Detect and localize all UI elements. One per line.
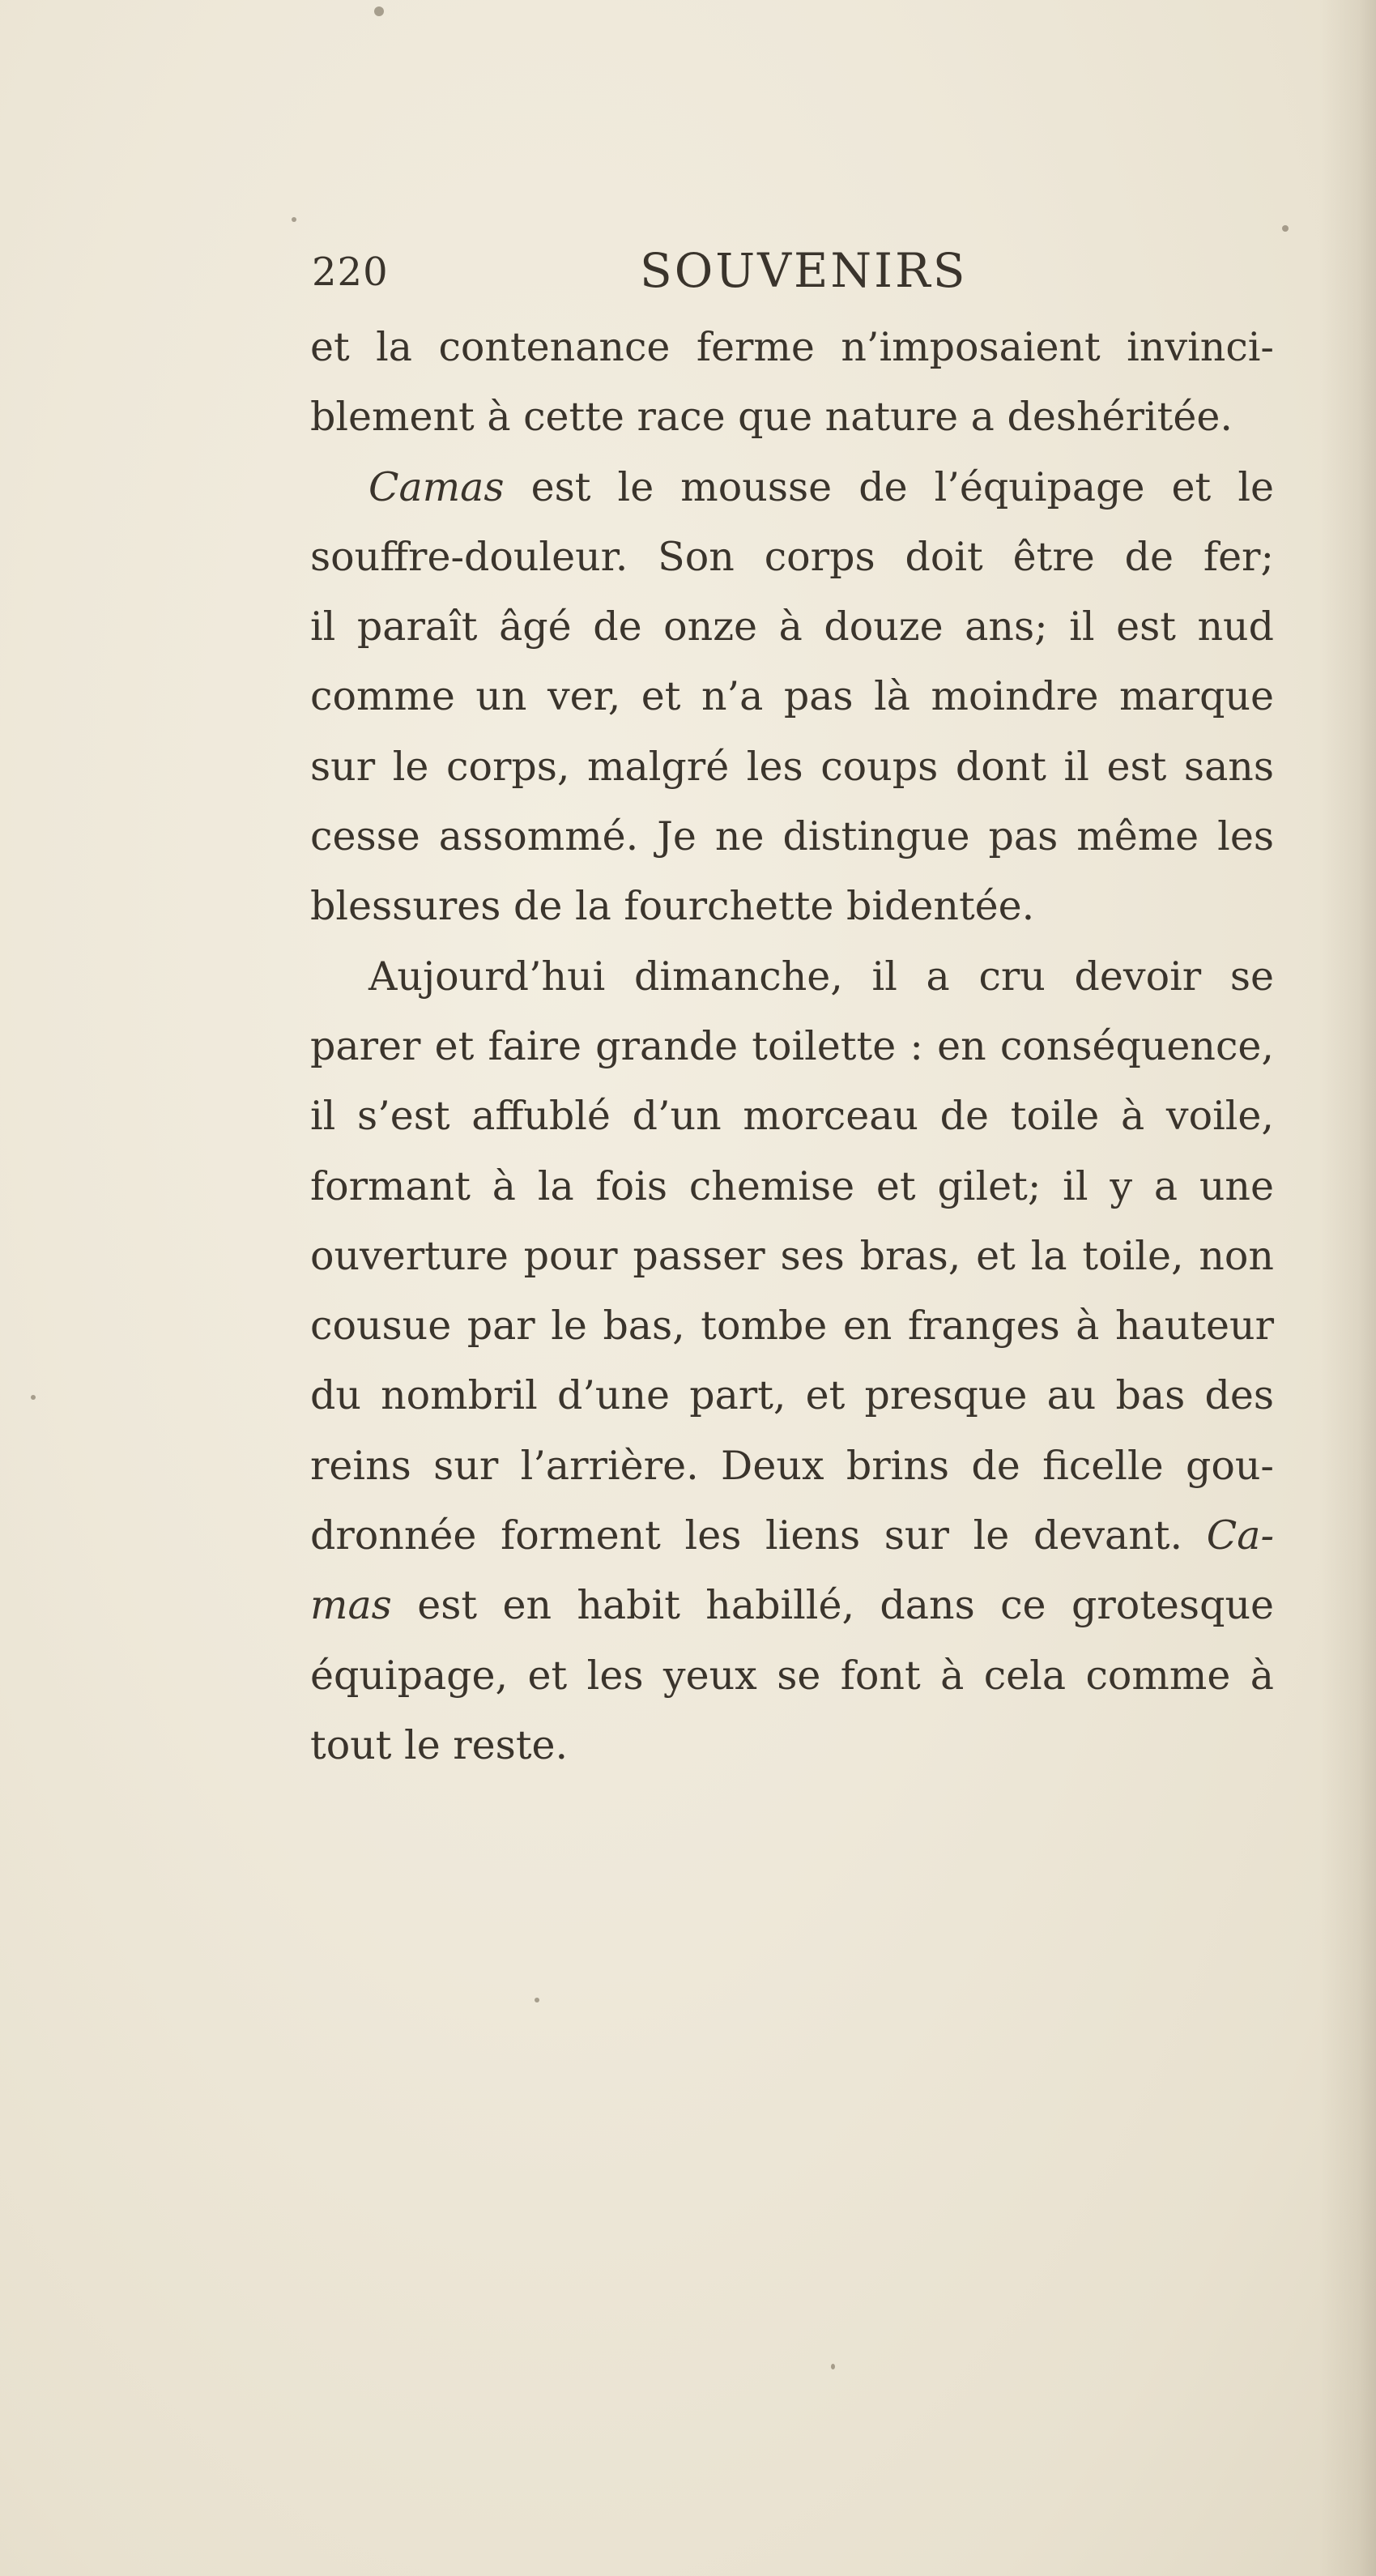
text-line <box>310 382 1274 452</box>
text-line <box>310 662 1274 731</box>
italic-text-segment: Ca- <box>1206 1512 1274 1559</box>
text-segment: dronnée forment les liens sur le devant. <box>310 1512 1207 1559</box>
running-head <box>312 243 1284 316</box>
text-line <box>310 1641 1274 1711</box>
text-line <box>310 872 1274 941</box>
paper-speck <box>831 2364 835 2369</box>
text-segment: il s’est affublé d’un morceau de toile à voile, <box>310 1093 1274 1140</box>
text-line <box>310 1711 1274 1781</box>
text-line <box>310 453 1274 522</box>
text-line <box>310 522 1274 592</box>
text-segment: parer et faire grande toilette : en conséquence, <box>310 1022 1274 1069</box>
text-line <box>310 1361 1274 1431</box>
text-line <box>310 1291 1274 1361</box>
text-segment: Aujourd’hui dimanche, il a cru devoir se <box>368 953 1274 1000</box>
text-segment: blessures de la fourchette bidentée. <box>310 883 1035 930</box>
running-title: SOUVENIRS <box>640 243 968 298</box>
text-segment: cesse assommé. Je ne distingue pas même les <box>310 813 1274 860</box>
text-segment: est le mousse de l’équipage et le <box>504 463 1274 510</box>
text-line <box>310 1152 1274 1222</box>
text-line <box>310 1501 1274 1571</box>
text-line <box>310 592 1274 662</box>
text-segment: tout le reste. <box>310 1721 569 1768</box>
text-line <box>310 313 1274 382</box>
text-segment: souffre-douleur. Son corps doit être de fer; <box>310 533 1274 580</box>
paper-speck <box>292 217 296 222</box>
paper-speck <box>535 1998 539 2002</box>
text-segment: cousue par le bas, tombe en franges à hauteur <box>310 1303 1274 1350</box>
text-segment: comme un ver, et n’a pas là moindre marque <box>310 673 1274 720</box>
text-segment: du nombril d’une part, et presque au bas des <box>310 1372 1274 1419</box>
paper-speck <box>31 1395 36 1400</box>
page-gutter-shadow <box>1319 0 1376 2576</box>
text-segment: équipage, et les yeux se font à cela comme à <box>310 1652 1274 1699</box>
page-number: 220 <box>312 249 389 295</box>
text-line <box>310 1012 1274 1081</box>
text-line <box>310 732 1274 802</box>
text-line <box>310 1431 1274 1501</box>
text-line <box>310 1571 1274 1640</box>
text-segment: est en habit habillé, dans ce grotesque <box>391 1582 1274 1629</box>
text-segment: il paraît âgé de onze à douze ans; il est nud <box>310 603 1274 650</box>
text-line <box>310 942 1274 1012</box>
text-segment: et la contenance ferme n’imposaient invinci- <box>310 324 1274 370</box>
text-segment: formant à la fois chemise et gilet; il y a une <box>310 1162 1274 1209</box>
text-line <box>310 802 1274 872</box>
body-text <box>310 313 1274 1781</box>
text-segment: sur le corps, malgré les coups dont il est sans <box>310 743 1274 790</box>
text-segment: blement à cette race que nature a deshéritée. <box>310 394 1233 441</box>
italic-text-segment: mas <box>310 1582 392 1629</box>
text-segment: ouverture pour passer ses bras, et la toile, non <box>310 1232 1274 1279</box>
paper-speck <box>1282 225 1289 232</box>
paper-speck <box>374 6 384 16</box>
text-segment: reins sur l’arrière. Deux brins de ficelle gou- <box>310 1442 1274 1489</box>
text-line <box>310 1081 1274 1151</box>
italic-text-segment: Camas <box>368 463 505 510</box>
text-line <box>310 1222 1274 1291</box>
